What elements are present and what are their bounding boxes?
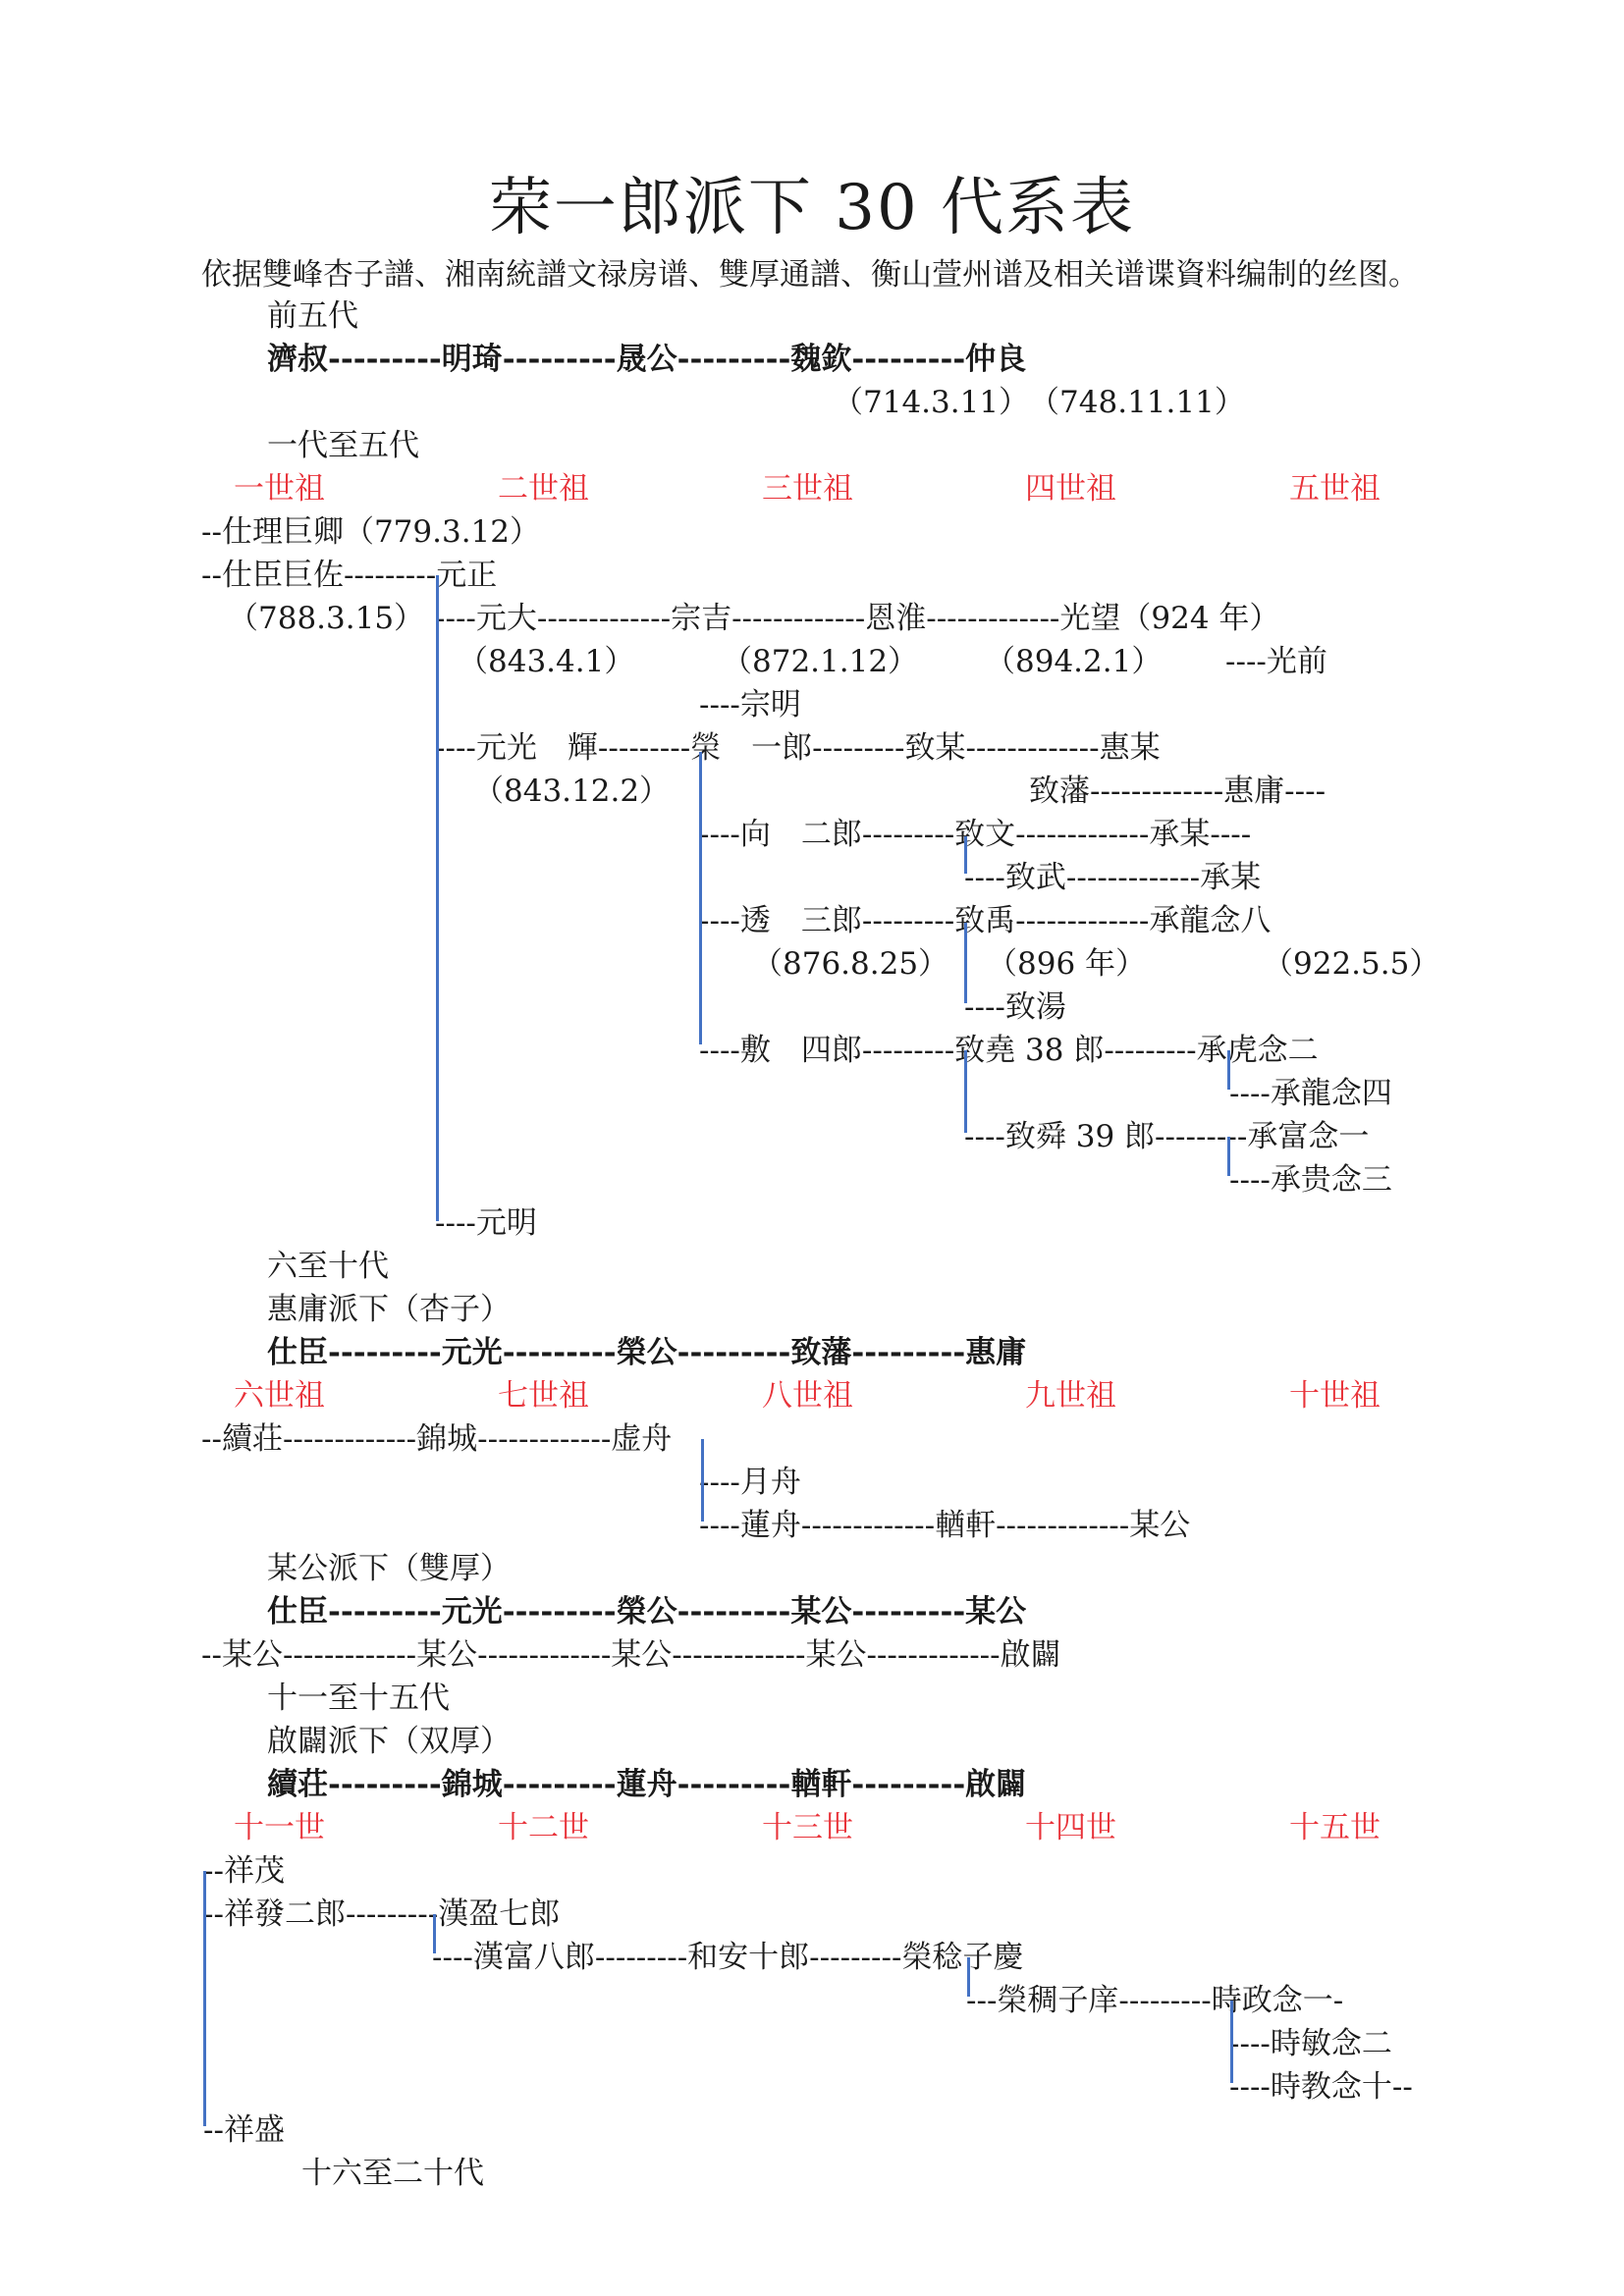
tree-date: （896 年）	[987, 946, 1147, 982]
tree-row: ----承龍念四	[1229, 1076, 1392, 1111]
gen-label: 四世祖	[1025, 471, 1116, 507]
section-heading-3: 十一至十五代	[267, 1681, 450, 1716]
gen-label: 十一世	[234, 1810, 325, 1845]
gen-label: 十四世	[1025, 1810, 1116, 1845]
tree-connector	[964, 1050, 967, 1133]
tree-row: ----時敏念二	[1229, 2026, 1392, 2061]
gen-label: 七世祖	[498, 1378, 589, 1414]
gen-label: 五世祖	[1289, 471, 1380, 507]
ancestor-line: 仕臣---------元光---------榮公---------某公---------某公	[267, 1594, 1027, 1629]
branch-heading: 惠庸派下（杏子）	[267, 1292, 511, 1327]
gen-label: 十二世	[498, 1810, 589, 1845]
tree-connector	[203, 1871, 206, 2126]
tree-connector	[964, 836, 967, 874]
tree-connector	[436, 575, 439, 1221]
gen-label: 九世祖	[1025, 1378, 1116, 1414]
subtitle: 依据雙峰杏子譜、湘南統譜文禄房谱、雙厚通譜、衡山萱州谱及相关谱谍資料编制的丝图。	[201, 257, 1419, 293]
tree-connector	[699, 752, 702, 1044]
tree-row: --祥發二郎---------漢盈七郎	[203, 1896, 561, 1932]
tree-row: --祥茂	[203, 1853, 285, 1889]
section-heading-2: 六至十代	[267, 1249, 389, 1284]
tree-row: --仕臣巨佐---------元正	[201, 558, 498, 593]
tree-row: ----致舜 39 郎---------承富念一	[964, 1119, 1370, 1154]
branch-heading: 啟闢派下（双厚）	[267, 1724, 511, 1759]
gen-label: 一世祖	[234, 471, 325, 507]
gen-label: 八世祖	[762, 1378, 853, 1414]
tree-row: ----蓮舟-------------輶軒-------------某公	[699, 1508, 1191, 1543]
tree-row: --仕理巨卿（779.3.12）	[201, 514, 540, 550]
tree-row: ----承贵念三	[1229, 1162, 1392, 1198]
tree-row: ----宗明	[699, 687, 801, 722]
tree-row: ----致武-------------承某	[964, 860, 1262, 895]
ancestor-dates-pre: （714.3.11） （748.11.11）	[833, 385, 1245, 420]
tree-row: ----向 二郎---------致文-------------承某----	[699, 817, 1252, 852]
tree-connector	[1227, 1137, 1230, 1176]
tree-connector	[701, 1439, 704, 1522]
tree-row: ----致湯	[964, 989, 1066, 1025]
tree-row: ----敷 四郎---------致堯 38 郎---------承虎念二	[699, 1033, 1319, 1068]
tree-date: （872.1.12）	[722, 644, 919, 679]
ancestor-line-pre: 濟叔---------明琦---------晟公---------魏欽---------仲良	[267, 342, 1027, 377]
section-heading-4: 十六至二十代	[301, 2156, 484, 2191]
tree-connector	[1230, 2001, 1233, 2083]
tree-connector	[1227, 1050, 1230, 1090]
section-heading-pre: 前五代	[267, 298, 358, 334]
tree-row: ----漢富八郎---------和安十郎---------榮稔子慶	[432, 1940, 1024, 1975]
tree-row: ----元明	[435, 1205, 537, 1241]
tree-date: （843.12.2）	[473, 774, 671, 809]
gen-label: 十三世	[762, 1810, 853, 1845]
tree-connector	[433, 1914, 436, 1953]
gen-label: 六世祖	[234, 1378, 325, 1414]
section-heading-1: 一代至五代	[267, 428, 419, 463]
gen-label: 三世祖	[762, 471, 853, 507]
tree-connector	[964, 923, 967, 1003]
gen-label: 十世祖	[1289, 1378, 1380, 1414]
tree-date: （922.5.5）	[1263, 946, 1440, 982]
tree-row: ----光前	[1225, 644, 1327, 679]
tree-row: ---榮稠子庠---------時政念一-	[966, 1983, 1344, 2018]
gen-label: 十五世	[1289, 1810, 1380, 1845]
tree-row: ----透 三郎---------致禹-------------承龍念八	[699, 903, 1272, 938]
tree-row: --續荘-------------錦城-------------虚舟	[201, 1421, 673, 1457]
tree-row: --某公-------------某公-------------某公-------------某公-------------啟闢	[201, 1637, 1061, 1673]
ancestor-line: 續荘---------錦城---------蓮舟---------輶軒---------啟闢	[267, 1767, 1027, 1802]
tree-row: ----時教念十--	[1229, 2069, 1413, 2105]
tree-date: （843.4.1）	[458, 644, 635, 679]
tree-row: 致藩-------------惠庸----	[1029, 774, 1326, 809]
gen-label: 二世祖	[498, 471, 589, 507]
tree-row: ----月舟	[699, 1465, 801, 1500]
tree-row: --祥盛	[203, 2112, 285, 2148]
ancestor-line: 仕臣---------元光---------榮公---------致藩---------惠庸	[267, 1335, 1027, 1370]
page-title: 荣一郎派下 30 代系表	[488, 172, 1136, 244]
tree-connector	[967, 1957, 970, 1997]
tree-date: （876.8.25）	[752, 946, 949, 982]
branch-heading: 某公派下（雙厚）	[267, 1551, 511, 1586]
tree-row: （788.3.15）	[228, 601, 425, 636]
tree-date: （894.2.1）	[985, 644, 1163, 679]
tree-row: ----元大-------------宗吉-------------恩淮-------------光望（924 年）	[435, 601, 1280, 636]
tree-row: ----元光 輝---------榮 一郎---------致某-------------惠某	[435, 730, 1161, 766]
